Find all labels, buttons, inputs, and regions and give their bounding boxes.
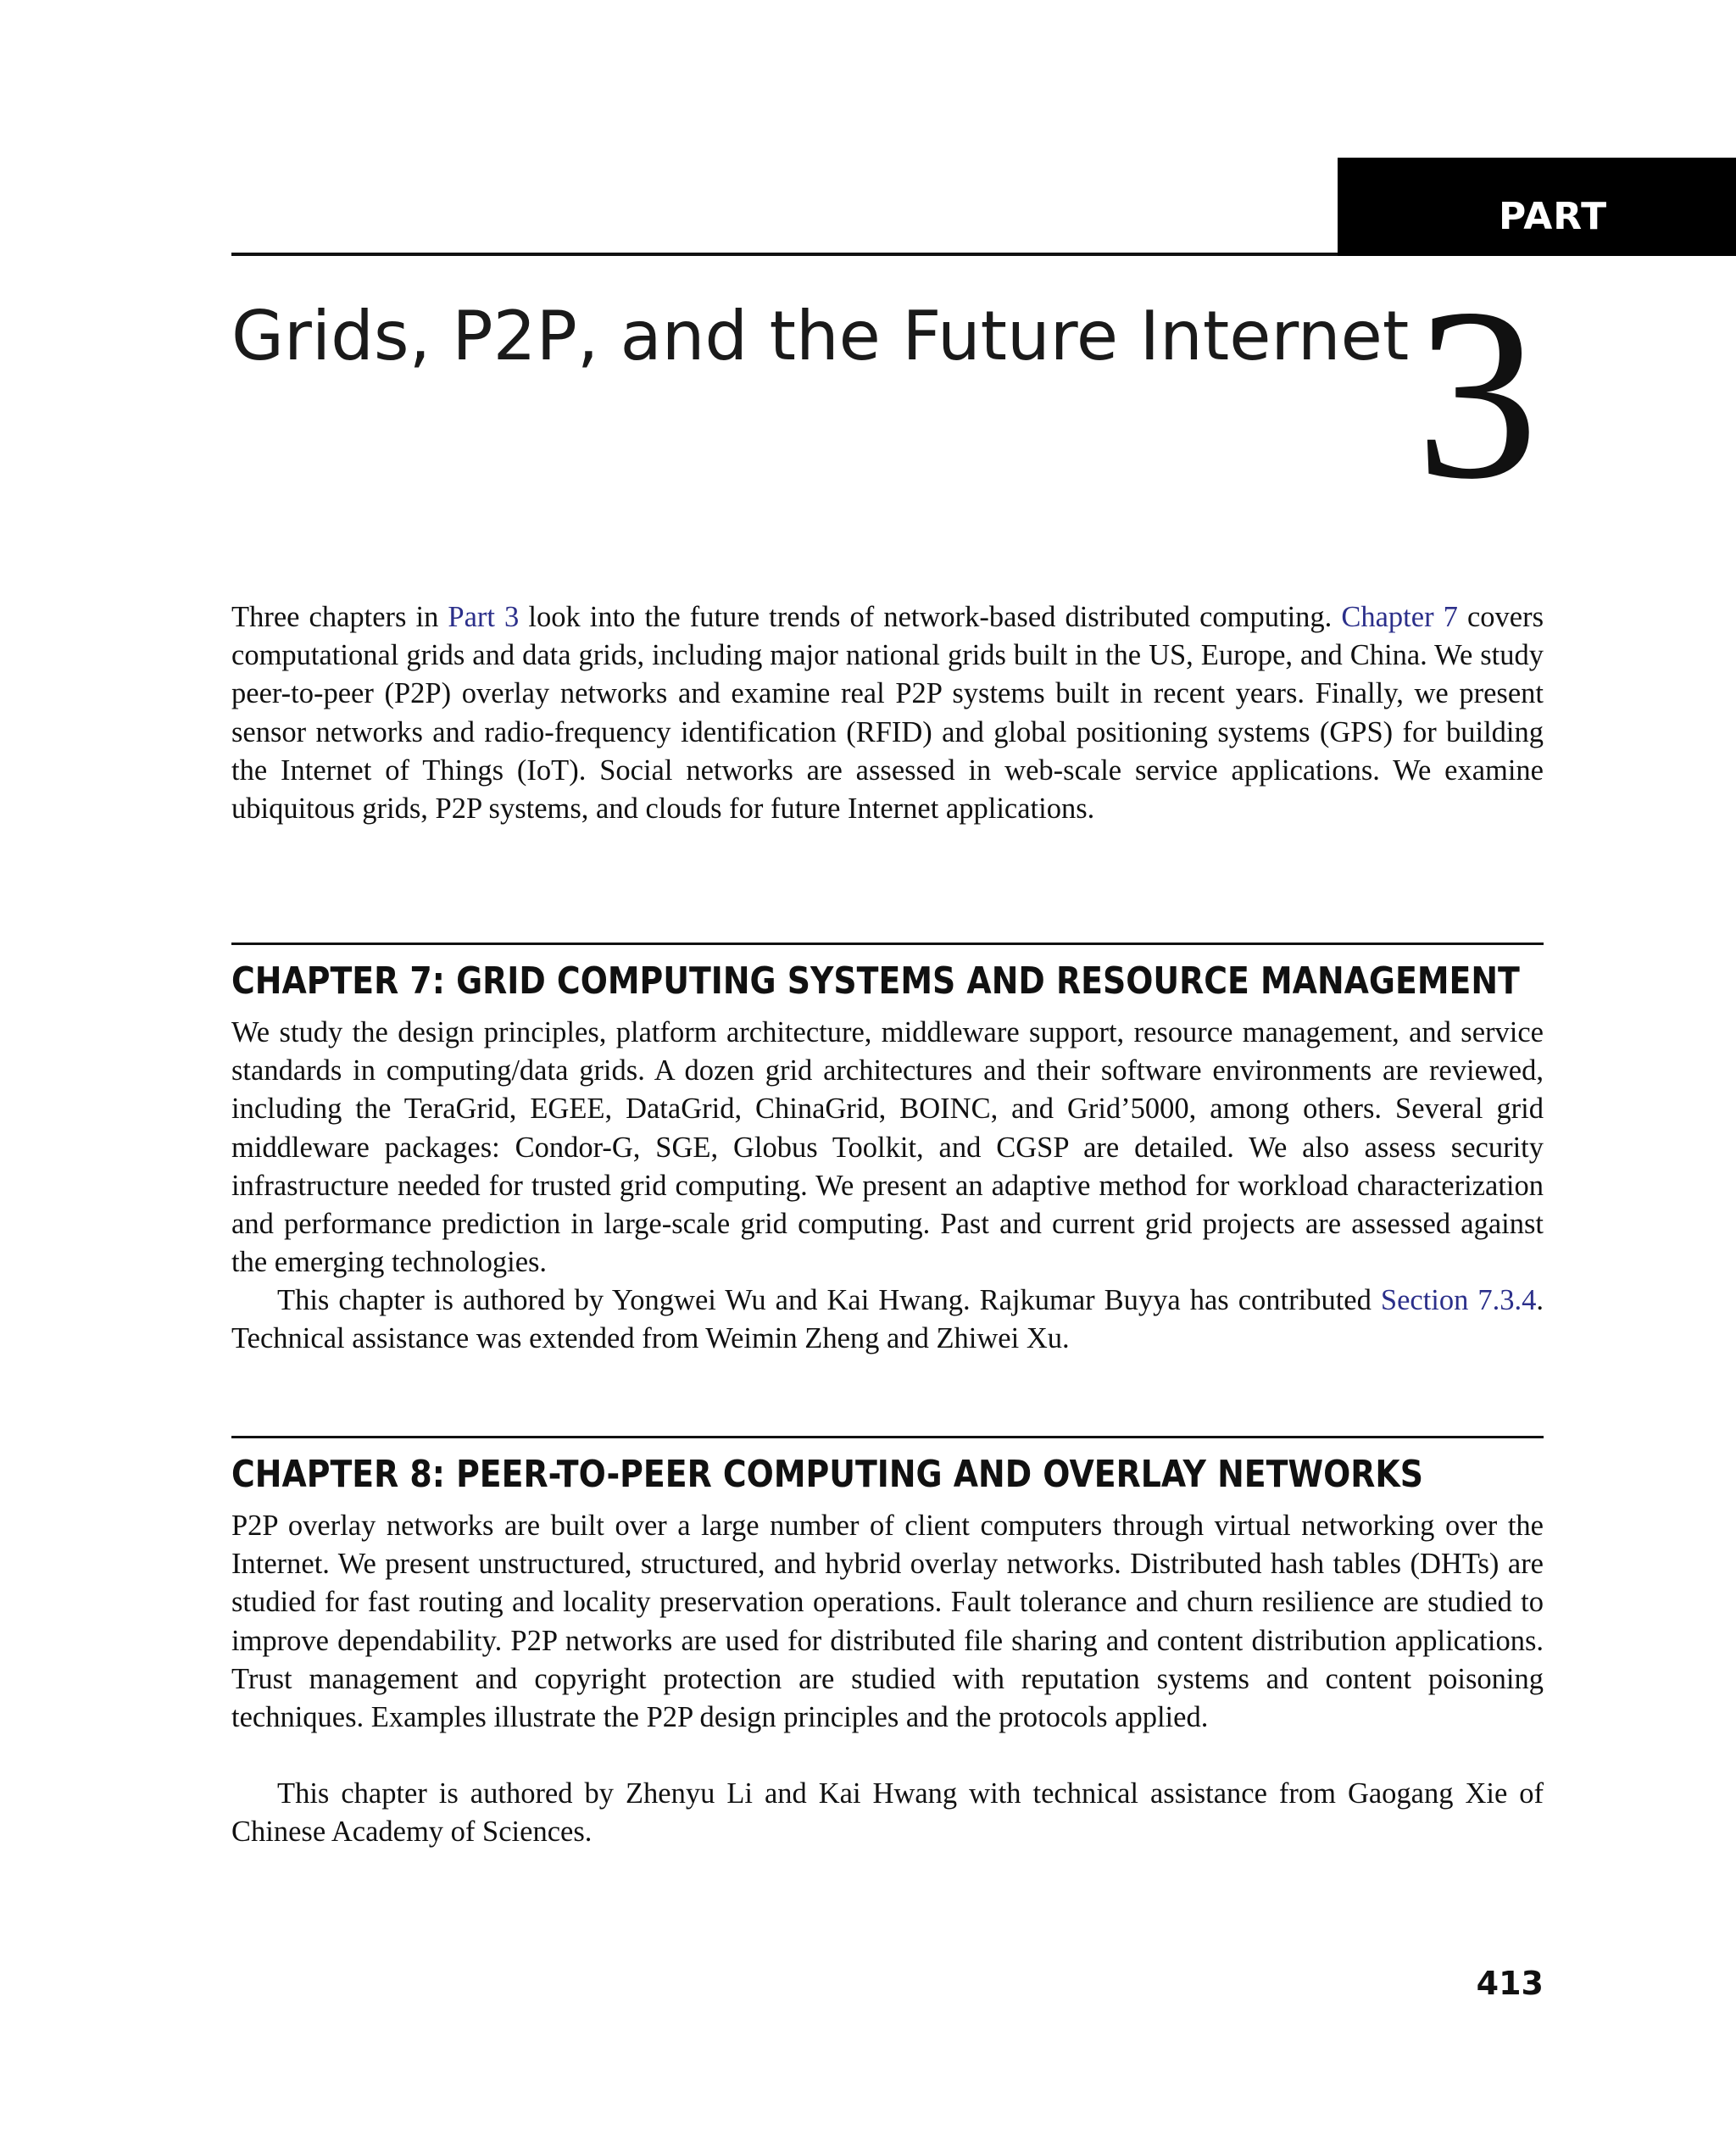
chapter-7-paragraph-2 xyxy=(231,1282,1544,1358)
intro-text-1: Three chapters in xyxy=(231,601,448,633)
chapter-7-p2-text-1: This chapter is authored by Yongwei Wu and Kai Hwang. Rajkumar Buyya has contributed xyxy=(277,1284,1381,1316)
part-number: 3 xyxy=(1416,258,1538,530)
intro-text-3: covers computational grids and data grids, including major national grids built in the US, Europe, and China. We study peer-to-peer (P2P) overlay networks and examine real P2P systems built in recent years. Finally, we present sensor networks and radio-frequency identification (RFID) and global positioning systems (GPS) for building the Internet of Things (IoT). Social networks are assessed in web-scale service applications. We examine ubiquitous grids, P2P systems, and clouds for future Internet applications. xyxy=(231,601,1544,826)
chapter-8-rule xyxy=(231,1436,1544,1438)
chapter-8-heading: CHAPTER 8: PEER-TO-PEER COMPUTING AND OVERLAY NETWORKS xyxy=(231,1453,1424,1496)
part-3-link[interactable]: Part 3 xyxy=(448,601,520,633)
chapter-7-paragraph-1: We study the design principles, platform architecture, middleware support, resource management, and service standards in computing/data grids. A dozen grid architectures and their software environments are reviewed, including the TeraGrid, EGEE, DataGrid, ChinaGrid, BOINC, and Grid’5000, among others. Several grid middleware packages: Condor-G, SGE, Globus Toolkit, and CGSP are detailed. We also assess security infrastructure needed for trusted grid computing. We present an adaptive method for workload characterization and performance prediction in large-scale grid computing. Past and current grid projects are assessed against the emerging technologies. xyxy=(231,1016,1544,1279)
page-number: 413 xyxy=(1476,1965,1544,2002)
chapter-8-paragraph-1: P2P overlay networks are built over a large number of client computers through virtual networking over the Internet. We present unstructured, structured, and hybrid overlay networks. Distributed hash tables (DHTs) are studied for fast routing and locality preservation operations. Fault tolerance and churn resilience are studied to improve dependability. P2P networks are used for distributed file sharing and content distribution applications. Trust management and copyright protection are studied with reputation systems and content poisoning techniques. Examples illustrate the P2P design principles and the protocols applied. xyxy=(231,1510,1544,1734)
chapter-7-heading: CHAPTER 7: GRID COMPUTING SYSTEMS AND RESOURCE MANAGEMENT xyxy=(231,959,1520,1003)
part-title: Grids, P2P, and the Future Internet xyxy=(231,297,1410,375)
header-rule xyxy=(231,253,1338,256)
part-label: PART xyxy=(1499,195,1608,238)
intro-paragraph xyxy=(231,598,1544,828)
chapter-7-rule xyxy=(231,943,1544,945)
chapter-7-p2-text-2: . Technical assistance was extended from Weimin Zheng and Zhiwei Xu. xyxy=(231,1284,1544,1355)
intro-text-2: look into the future trends of network-based distributed computing. xyxy=(519,601,1342,633)
chapter-7-link[interactable]: Chapter 7 xyxy=(1341,601,1458,633)
part-label-box xyxy=(1338,158,1736,256)
section-7-3-4-link[interactable]: Section 7.3.4 xyxy=(1380,1284,1537,1316)
chapter-8-paragraph-2: This chapter is authored by Zhenyu Li and Kai Hwang with technical assistance from Gaogang Xie of Chinese Academy of Sciences. xyxy=(231,1777,1544,1849)
